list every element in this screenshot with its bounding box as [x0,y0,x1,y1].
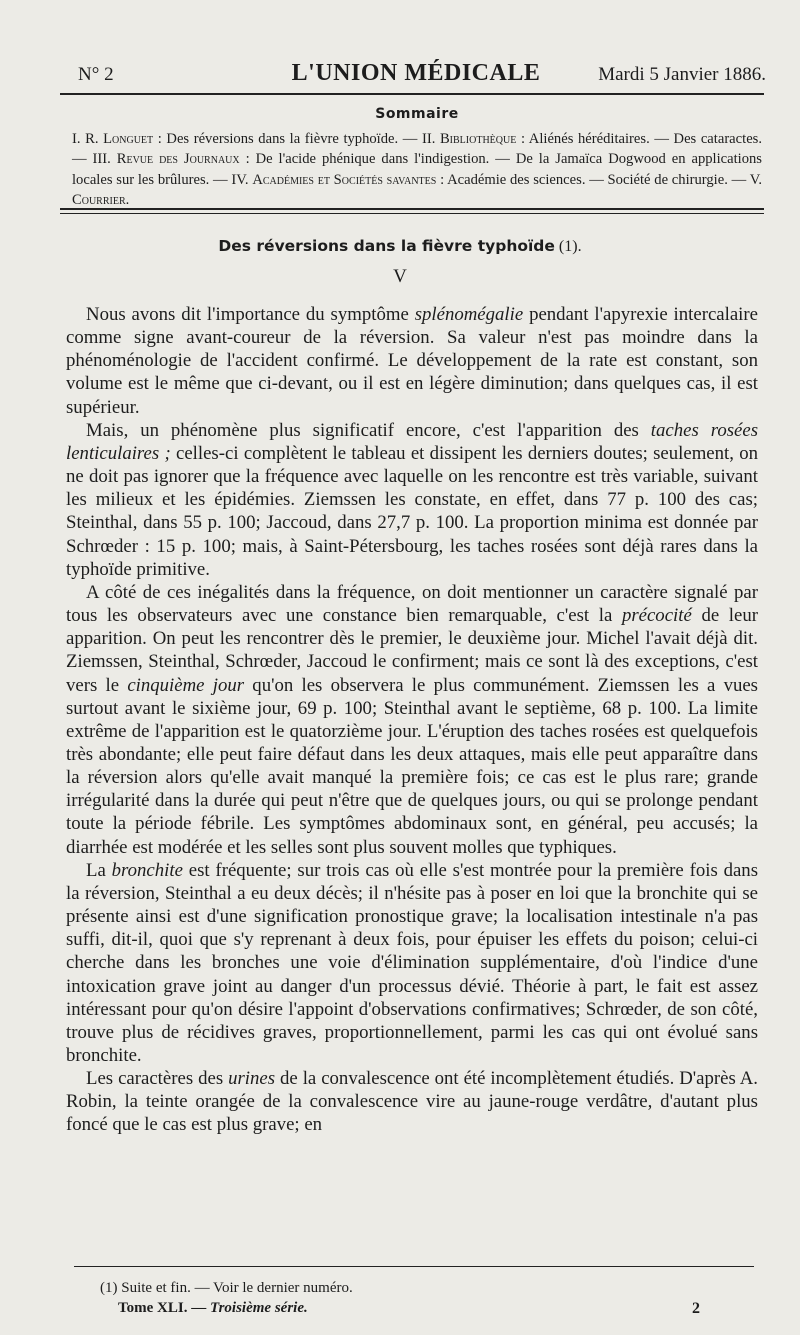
series-label: Troisième série. [209,1300,308,1316]
header-rule [60,93,764,95]
paragraph: A côté de ces inégalités dans la fréquence, on doit mentionner un caractère signalé par tous les observateurs avec une constance bien remarquable, c'est la précocité de leur apparition. On peut les rencontrer dès le premier, le deuxième jour. Michel l'avait déjà dit. Ziemssen, Steinthal, Schrœder, Jaccoud le confirment; mais ce sont là des exceptions, c'est vers le cinquième jour qu'on les observera le plus communément. Ziemssen les a vues surtout avant le sixième jour, 69 p. 100; Steinthal avant le septième, 68 p. 100. La limite extrême de l'apparition est le quatorzième jour. L'éruption des taches rosées est quelquefois très abondante; elle peut faire défaut dans les deux attaques, mais elle peut apparaître dans la réversion alors qu'elle avait manqué la première fois; ce cas est le plus rare; grande irrégularité dans la durée qui peut n'être que de quelques jours, ou qui se prolonge pendant toute la période fébrile. Les symptômes abdominaux sont, en général, peu accusés; la diarrhée est modérée et les selles sont plus souvent molles que typhiques. [66,581,758,858]
section-number: V [393,266,407,287]
footnote-ref: (1). [554,238,582,255]
issue-number: N° 2 [78,64,114,85]
summary-block [72,104,762,211]
article-body [66,303,758,1137]
page-footer [118,1300,718,1317]
paragraph: Les caractères des urines de la convalescence ont été incomplètement étudiés. D'après A. Robin, la teinte orangée de la convalescence vire au jaune-rouge verdâtre, d'autant plus foncé que le cas est plus grave; en [66,1068,758,1136]
footnote: (1) Suite et fin. — Voir le dernier numéro. [100,1280,353,1296]
issue-date: Mardi 5 Janvier 1886. [598,64,766,85]
paragraph: Nous avons dit l'importance du symptôme splénomégalie pendant l'apyrexie intercalaire comme signe avant-coureur de la réversion. Sa valeur n'est pas moindre dans la phénoménologie de l'accident confirmé. Le développement de la rate est constant, son volume est le même que ci-devant, ou il est en légère diminution; dans quelques cas, il est supérieur. [66,304,758,418]
paragraph: La bronchite est fréquente; sur trois cas où elle s'est montrée pour la première fois dans la réversion, Steinthal a eu deux décès; il n'hésite pas à poser en loi que la bronchite qui se présente ainsi est d'une signification pronostique grave; la localisation intestinale n'a pas suffi, dit-il, quoi que s'y reprenant à deux fois, pour épuiser les effets du poison; celui-ci cherche dans les bronches une voie d'élimination supplémentaire, d'où l'indice d'une intoxication grave joint au danger d'un processus dévié. Théorie à part, le fait est assez intéressant pour qu'on désire l'appoint d'observations confirmatives; Schrœder, de son côté, trouve plus de récidives graves, proportionnellement, parmi les cas qui ont évolué sans bronchite. [66,859,758,1066]
tome-label: Tome XLI. — [118,1300,210,1316]
summary-rule-bottom [60,213,764,214]
page-number: 2 [692,1300,700,1317]
journal-title: L'UNION MÉDICALE [291,60,541,86]
summary-rule-top [60,208,764,210]
summary-text: I. R. Longuet : Des réversions dans la fièvre typhoïde. — II. Bibliothèque : Aliénés héréditaires. — Des cataractes. — III. Revue des Journaux : De l'acide phénique dans l'indigestion. — De la Jamaïca Dogwood en applications locales sur les brûlures. — IV. Académies et Sociétés savantes : Académie des sciences. — Société de chirurgie. — V. Courrier. [72,130,762,208]
paragraph: Mais, un phénomène plus significatif encore, c'est l'apparition des taches rosées lenticulaires ; celles-ci complètent le tableau et dissipent les derniers doutes; seulement, on ne doit pas ignorer que la fréquence avec laquelle on les rencontre est très variable, suivant les milieux et les épidémies. Ziemssen les constate, en effet, dans 77 p. 100 des cas; Steinthal, dans 55 p. 100; Jaccoud, dans 27,7 p. 100. La proportion minima est donnée par Schrœder : 15 p. 100; mais, à Saint-Pétersbourg, les taches rosées sont déjà rares dans la typhoïde primitive. [66,419,759,580]
article-title: Des réversions dans la fièvre typhoïde (1). [218,237,582,255]
page-header [66,58,766,88]
footnote-rule [74,1266,754,1267]
summary-title: Sommaire [375,106,459,122]
